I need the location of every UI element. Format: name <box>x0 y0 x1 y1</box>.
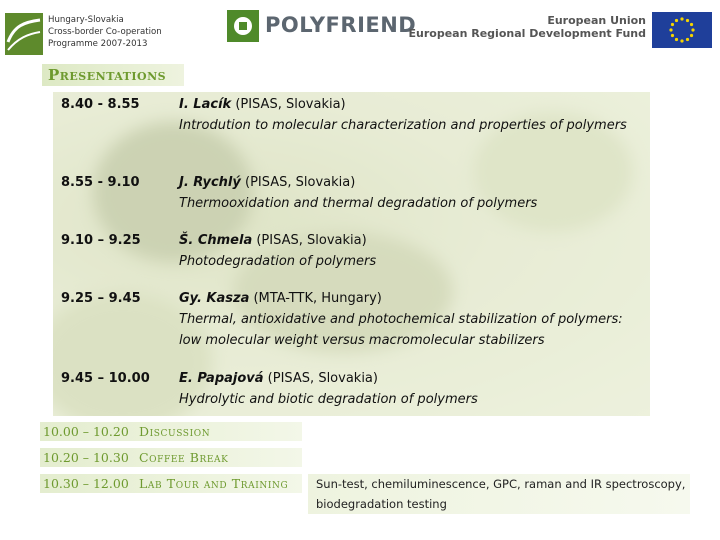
eu-star-icon <box>675 38 678 41</box>
talk-speaker: Š. Chmela <box>179 233 253 248</box>
programme-emblem-icon <box>4 12 44 56</box>
eu-name: European Union <box>547 14 646 27</box>
talk-title: Thermal, antioxidative and photochemical stabilization of polymers: low molecular weight versus macromolecular stabilizers <box>179 312 623 348</box>
eu-star-icon <box>690 34 693 37</box>
talk-title: Hydrolytic and biotic degradation of polymers <box>179 392 478 407</box>
talk-title: Thermooxidation and thermal degradation of polymers <box>179 196 538 211</box>
presentations-panel <box>53 92 650 416</box>
section-title: Presentations <box>42 64 184 86</box>
agenda-time: 10.30 – 12.00 <box>43 476 129 491</box>
agenda-label: Lab Tour and Training <box>138 476 289 491</box>
agenda-label: Coffee Break <box>138 450 229 465</box>
agenda-label: Discussion <box>138 424 211 439</box>
hungary-slovakia-programme-logo <box>4 12 162 60</box>
talk-affiliation: (PISAS, Slovakia) <box>235 97 346 112</box>
talk-affiliation: (MTA-TTK, Hungary) <box>253 291 382 306</box>
talk-time: 8.55 - 9.10 <box>61 175 140 190</box>
eu-star-icon <box>675 19 678 22</box>
talk-time: 9.25 – 9.45 <box>61 291 141 306</box>
talk-speaker: J. Rychlý <box>179 175 241 190</box>
agenda-row-discussion <box>40 422 302 441</box>
talk-time: 9.45 – 10.00 <box>61 371 150 386</box>
eu-flag-icon <box>652 12 712 48</box>
talk-title: Photodegradation of polymers <box>179 254 377 269</box>
agenda-row-coffee-break <box>40 448 302 467</box>
talk-time: 8.40 - 8.55 <box>61 97 140 112</box>
talk-speaker: Gy. Kasza <box>179 291 250 306</box>
programme-name: Hungary-Slovakia Cross-border Co-operation Programme 2007-2013 <box>48 15 162 49</box>
talk-affiliation: (PISAS, Slovakia) <box>245 175 356 190</box>
talk-affiliation: (PISAS, Slovakia) <box>256 233 367 248</box>
talk-affiliation: (PISAS, Slovakia) <box>267 371 378 386</box>
eu-star-icon <box>680 17 683 20</box>
talk-speaker: E. Papajová <box>179 371 264 386</box>
lab-tour-description: Sun-test, chemiluminescence, GPC, raman and IR spectroscopy, biodegradation testing <box>308 474 690 514</box>
brand-name: POLYFRIEND <box>265 13 417 37</box>
polyfriend-mark-icon <box>227 10 259 42</box>
eu-funding-logo <box>408 12 712 48</box>
eu-fund-name: European Regional Development Fund <box>408 27 646 40</box>
polyfriend-logo <box>227 10 417 42</box>
talk-speaker: I. Lacík <box>179 97 232 112</box>
eu-star-icon <box>690 23 693 26</box>
eu-star-icon <box>669 28 672 31</box>
talk-title: Introdution to molecular characterization and properties of polymers <box>179 118 627 133</box>
eu-star-icon <box>686 38 689 41</box>
eu-star-icon <box>691 28 694 31</box>
talk-time: 9.10 – 9.25 <box>61 233 141 248</box>
agenda-time: 10.00 – 10.20 <box>43 424 129 439</box>
eu-star-icon <box>671 34 674 37</box>
agenda-row-lab-tour <box>40 474 302 493</box>
eu-star-icon <box>686 19 689 22</box>
agenda-time: 10.20 – 10.30 <box>43 450 129 465</box>
eu-star-icon <box>680 39 683 42</box>
eu-star-icon <box>671 23 674 26</box>
